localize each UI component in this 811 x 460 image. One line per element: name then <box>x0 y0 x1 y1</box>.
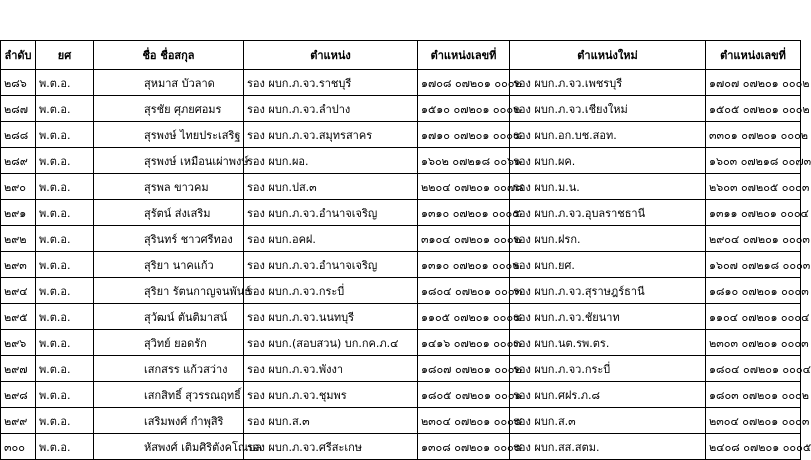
cell-position-number: ๒๒๐๔ ๐๗๒๐๑ ๐๐๗๘ <box>418 174 510 200</box>
cell-position: รอง ผบก.ส.๓ <box>244 408 418 434</box>
cell-position-number: ๑๓๑๐ ๐๗๒๐๑ ๐๐๐๕ <box>418 200 510 226</box>
cell-new-position: รอง ผบก.ภ.จว.ชัยนาท <box>510 304 706 330</box>
cell-new-position: รอง ผบก.ส.๓ <box>510 408 706 434</box>
header-new-position: ตำแหน่งใหม่ <box>510 41 706 70</box>
cell-new-position: รอง ผบก.สส.สตม. <box>510 434 706 460</box>
cell-position-number: ๑๗๐๘ ๐๗๒๐๑ ๐๐๐๒ <box>418 70 510 96</box>
cell-rank: พ.ต.อ. <box>36 304 94 330</box>
cell-new-position: รอง ผบก.ฝรก. <box>510 226 706 252</box>
cell-order: ๒๙๘ <box>1 382 36 408</box>
cell-position-number: ๑๑๐๕ ๐๗๒๐๑ ๐๐๐๔ <box>418 304 510 330</box>
table-row <box>1 200 801 226</box>
table-row <box>1 252 801 278</box>
cell-new-position-number: ๒๓๐๓ ๐๗๒๐๑ ๐๐๐๓ <box>706 330 801 356</box>
cell-order: ๒๙๖ <box>1 330 36 356</box>
cell-order: ๒๘๙ <box>1 148 36 174</box>
cell-name: สุวัฒน์ ตันติมาสน์ <box>94 304 244 330</box>
table-row <box>1 148 801 174</box>
header-position-number: ตำแหน่งเลขที่ <box>418 41 510 70</box>
cell-position: รอง ผบก.ผอ. <box>244 148 418 174</box>
cell-new-position-number: ๑๕๐๕ ๐๗๒๐๑ ๐๐๐๒ <box>706 96 801 122</box>
cell-position-number: ๑๖๐๒ ๐๗๒๑๘ ๐๐๖๑ <box>418 148 510 174</box>
cell-new-position: รอง ผบก.ผค. <box>510 148 706 174</box>
cell-position: รอง ผบก.ภ.จว.กระบี่ <box>244 278 418 304</box>
cell-rank: พ.ต.อ. <box>36 148 94 174</box>
table-row <box>1 408 801 434</box>
cell-position: รอง ผบก.ภ.จว.ลำปาง <box>244 96 418 122</box>
cell-name: สุรพล ขาวคม <box>94 174 244 200</box>
cell-position-number: ๑๔๑๖ ๐๗๒๐๑ ๐๐๐๓ <box>418 330 510 356</box>
cell-name: สุวิทย์ ยอดรัก <box>94 330 244 356</box>
table-row <box>1 330 801 356</box>
cell-order: ๒๘๗ <box>1 96 36 122</box>
cell-name: สุรพงษ์ ไทยประเสริฐ <box>94 122 244 148</box>
cell-order: ๒๘๖ <box>1 70 36 96</box>
cell-new-position-number: ๑๖๐๗ ๐๗๒๑๘ ๐๐๐๓ <box>706 252 801 278</box>
cell-name: สุรพงษ์ เหมือนเผ่าพงษ์ <box>94 148 244 174</box>
cell-new-position: รอง ผบก.ภ.จว.สุราษฎร์ธานี <box>510 278 706 304</box>
cell-new-position-number: ๒๙๐๔ ๐๗๒๐๑ ๐๐๐๓ <box>706 226 801 252</box>
table-row <box>1 70 801 96</box>
cell-new-position-number: ๒๔๐๘ ๐๗๒๐๑ ๐๐๐๕ <box>706 434 801 460</box>
cell-name: เสกสิทธิ์ สุวรรณฤทธิ์ <box>94 382 244 408</box>
cell-position: รอง ผบก.(สอบสวน) บก.กค.ภ.๔ <box>244 330 418 356</box>
cell-order: ๒๙๗ <box>1 356 36 382</box>
cell-position-number: ๑๘๐๕ ๐๗๒๐๑ ๐๐๐๑ <box>418 382 510 408</box>
cell-position-number: ๒๓๐๔ ๐๗๒๐๑ ๐๐๐๕ <box>418 408 510 434</box>
table-row <box>1 278 801 304</box>
cell-position-number: ๑๘๐๔ ๐๗๒๐๑ ๐๐๐๓ <box>418 278 510 304</box>
header-new-position-number: ตำแหน่งเลขที่ <box>706 41 801 70</box>
cell-position: รอง ผบก.ภ.จว.อำนาจเจริญ <box>244 200 418 226</box>
table-row <box>1 174 801 200</box>
cell-position: รอง ผบก.ปส.๓ <box>244 174 418 200</box>
header-name: ชื่อ ชื่อสกุล <box>94 41 244 70</box>
cell-position: รอง ผบก.ภ.จว.สมุทรสาคร <box>244 122 418 148</box>
cell-position: รอง ผบก.ภ.จว.นนทบุรี <box>244 304 418 330</box>
cell-position-number: ๑๕๑๐ ๐๗๒๐๑ ๐๐๐๒ <box>418 96 510 122</box>
cell-rank: พ.ต.อ. <box>36 96 94 122</box>
cell-new-position: รอง ผบก.อก.บช.สอท. <box>510 122 706 148</box>
header-rank: ยศ <box>36 41 94 70</box>
cell-name: สุรัตน์ ส่งเสริม <box>94 200 244 226</box>
cell-order: ๒๙๙ <box>1 408 36 434</box>
cell-rank: พ.ต.อ. <box>36 408 94 434</box>
table-row <box>1 304 801 330</box>
cell-rank: พ.ต.อ. <box>36 174 94 200</box>
header-order: ลำดับ <box>1 41 36 70</box>
cell-rank: พ.ต.อ. <box>36 382 94 408</box>
cell-position-number: ๓๑๐๔ ๐๗๒๐๑ ๐๐๐๒ <box>418 226 510 252</box>
cell-order: ๒๘๘ <box>1 122 36 148</box>
cell-name: สุหมาส บัวลาด <box>94 70 244 96</box>
cell-new-position: รอง ผบก.ศฝร.ภ.๘ <box>510 382 706 408</box>
cell-new-position-number: ๓๓๐๑ ๐๗๒๐๑ ๐๐๐๒ <box>706 122 801 148</box>
cell-position-number: ๑๓๐๘ ๐๗๒๐๑ ๐๐๐๕ <box>418 434 510 460</box>
cell-rank: พ.ต.อ. <box>36 70 94 96</box>
cell-rank: พ.ต.อ. <box>36 200 94 226</box>
cell-new-position-number: ๑๓๑๑ ๐๗๒๐๑ ๐๐๐๔ <box>706 200 801 226</box>
cell-rank: พ.ต.อ. <box>36 330 94 356</box>
cell-position: รอง ผบก.ภ.จว.ศรีสะเกษ <box>244 434 418 460</box>
cell-position-number: ๑๗๑๐ ๐๗๒๐๑ ๐๐๐๔ <box>418 122 510 148</box>
cell-rank: พ.ต.อ. <box>36 434 94 460</box>
cell-position-number: ๑๘๐๗ ๐๗๒๐๑ ๐๐๐๒ <box>418 356 510 382</box>
cell-position: รอง ผบก.ภ.จว.ชุมพร <box>244 382 418 408</box>
cell-name: เสริมพงศ์ กำพุสิริ <box>94 408 244 434</box>
transfer-table <box>0 40 811 460</box>
table-row <box>1 356 801 382</box>
table-row <box>1 434 801 460</box>
cell-new-position-number: ๑๘๐๓ ๐๗๒๐๑ ๐๐๐๒ <box>706 382 801 408</box>
table-row <box>1 226 801 252</box>
cell-new-position-number: ๑๘๑๐ ๐๗๒๐๑ ๐๐๐๓ <box>706 278 801 304</box>
cell-position: รอง ผบก.ภ.จว.ราชบุรี <box>244 70 418 96</box>
cell-position: รอง ผบก.ภ.จว.พังงา <box>244 356 418 382</box>
cell-name: สุริยา รัตนกาญจนพันธ์ <box>94 278 244 304</box>
cell-rank: พ.ต.อ. <box>36 252 94 278</box>
cell-position: รอง ผบก.อคฝ. <box>244 226 418 252</box>
table-body <box>1 70 811 460</box>
cell-new-position-number: ๒๖๐๓ ๐๗๒๐๕ ๐๐๐๓ <box>706 174 801 200</box>
cell-rank: พ.ต.อ. <box>36 356 94 382</box>
cell-new-position-number: ๑๗๐๗ ๐๗๒๐๑ ๐๐๐๒ <box>706 70 801 96</box>
cell-order: ๒๙๓ <box>1 252 36 278</box>
cell-new-position-number: ๑๘๐๔ ๐๗๒๐๑ ๐๐๐๔ <box>706 356 801 382</box>
cell-name: หัสพงศ์ เติมศิริตังคโณบล <box>94 434 244 460</box>
cell-position-number: ๑๓๑๐ ๐๗๒๐๑ ๐๐๐๒ <box>418 252 510 278</box>
cell-rank: พ.ต.อ. <box>36 122 94 148</box>
cell-new-position: รอง ผบก.ภ.จว.อุบลราชธานี <box>510 200 706 226</box>
cell-order: ๒๙๕ <box>1 304 36 330</box>
table-row <box>1 122 801 148</box>
header-position: ตำแหน่ง <box>244 41 418 70</box>
cell-new-position: รอง ผบก.ยศ. <box>510 252 706 278</box>
table-header-row <box>1 41 801 70</box>
cell-name: สุริยา นาคแก้ว <box>94 252 244 278</box>
cell-order: ๒๙๑ <box>1 200 36 226</box>
cell-position: รอง ผบก.ภ.จว.อำนาจเจริญ <box>244 252 418 278</box>
cell-order: ๒๙๒ <box>1 226 36 252</box>
cell-new-position-number: ๒๓๐๔ ๐๗๒๐๑ ๐๐๐๓ <box>706 408 801 434</box>
cell-name: สุรินทร์ ชาวศรีทอง <box>94 226 244 252</box>
cell-new-position-number: ๑๖๐๓ ๐๗๒๑๘ ๐๐๗๓ <box>706 148 801 174</box>
cell-new-position: รอง ผบก.ม.น. <box>510 174 706 200</box>
cell-order: ๒๙๐ <box>1 174 36 200</box>
cell-new-position-number: ๑๑๐๔ ๐๗๒๐๑ ๐๐๐๔ <box>706 304 801 330</box>
cell-new-position: รอง ผบก.ภ.จว.เชียงใหม่ <box>510 96 706 122</box>
cell-new-position: รอง ผบก.นต.รพ.ตร. <box>510 330 706 356</box>
cell-new-position: รอง ผบก.ภ.จว.เพชรบุรี <box>510 70 706 96</box>
cell-rank: พ.ต.อ. <box>36 278 94 304</box>
cell-rank: พ.ต.อ. <box>36 226 94 252</box>
cell-name: สุรชัย ศุภยศอมร <box>94 96 244 122</box>
table-row <box>1 382 801 408</box>
cell-new-position: รอง ผบก.ภ.จว.กระบี่ <box>510 356 706 382</box>
cell-order: ๓๐๐ <box>1 434 36 460</box>
table-row <box>1 96 801 122</box>
cell-order: ๒๙๔ <box>1 278 36 304</box>
cell-name: เสกสรร แก้วสว่าง <box>94 356 244 382</box>
document-sheet <box>0 40 811 460</box>
